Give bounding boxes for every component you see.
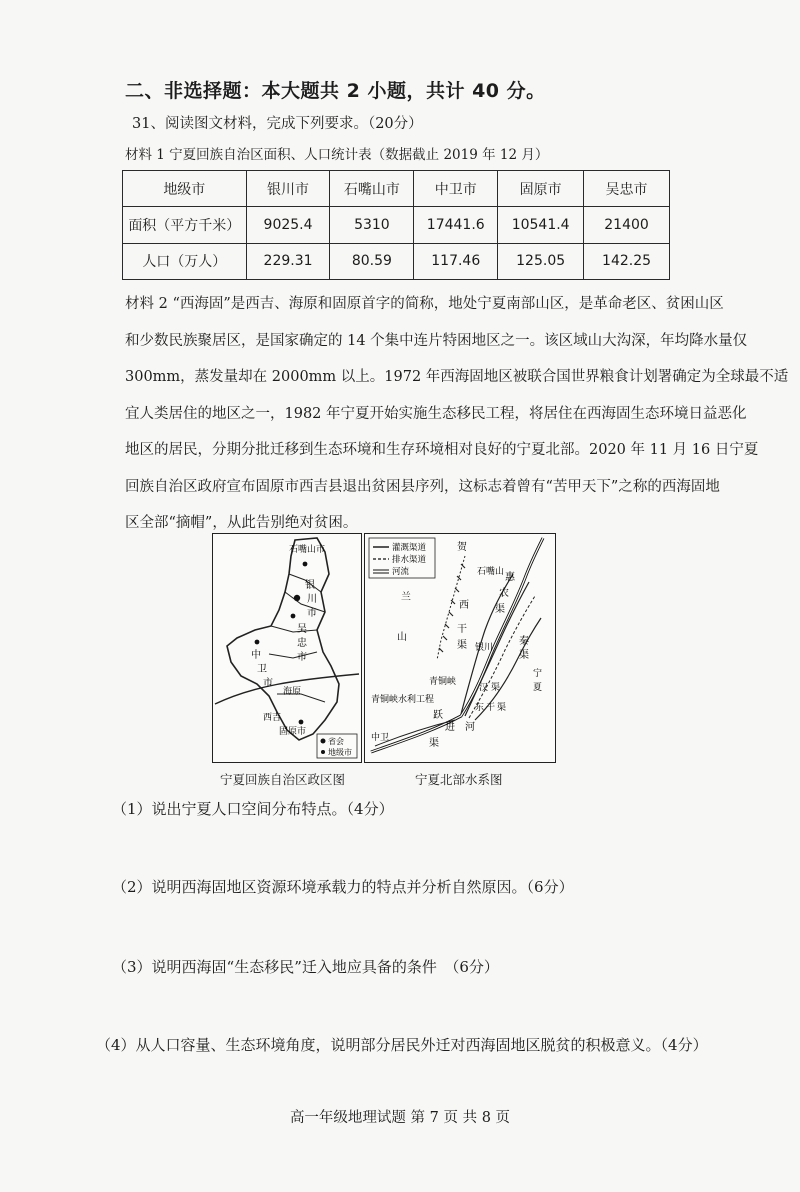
province-outline	[227, 538, 339, 740]
table-cell: 21400	[584, 207, 670, 243]
table-header-row	[123, 171, 670, 207]
question-2: （2）说明西海固地区资源环境承载力的特点并分析自然原因。（6分）	[112, 878, 574, 896]
table-header-cell: 银川市	[246, 171, 330, 207]
material2-line: 300mm，蒸发量却在 2000mm 以上。1972 年西海固地区被联合国世界粮食计划署确定为全球最不适	[125, 369, 789, 385]
map-label: 中卫	[371, 733, 390, 743]
map-label: 干	[486, 703, 496, 713]
city-boundary	[269, 652, 317, 658]
section-heading: 二、非选择题：本大题共 2 小题，共计 40 分。	[125, 80, 546, 102]
table-header-cell: 石嘴山市	[330, 171, 414, 207]
legend-label: 排水渠道	[392, 555, 427, 565]
map-label: 夏	[533, 683, 543, 693]
stats-table	[122, 170, 670, 280]
map-label: 山	[397, 632, 407, 643]
table-cell: 229.31	[246, 243, 330, 279]
capital-marker	[294, 595, 300, 601]
page-footer: 高一年级地理试题 第 7 页 共 8 页	[289, 1110, 511, 1126]
map-label: 兰	[401, 592, 411, 603]
water-map-svg	[365, 534, 555, 762]
question-4: （4）从人口容量、生态环境角度，说明部分居民外迁对西海固地区脱贫的积极意义。（4分）	[96, 1036, 708, 1054]
table-header-cell: 地级市	[123, 171, 247, 207]
table-header-cell: 吴忠市	[584, 171, 670, 207]
map-label: 青铜峡	[429, 677, 457, 687]
material2-line: 回族自治区政府宣布固原市西吉县退出贫困县序列，这标志着曾有“苦甲天下”之称的西海固地	[125, 478, 720, 495]
map-label: 忠	[297, 638, 307, 649]
legend-label: 河流	[392, 567, 410, 577]
table-header-cell: 固原市	[498, 171, 584, 207]
map-label: 渠	[519, 650, 529, 661]
ningxia-admin-map	[212, 533, 362, 763]
map-label: 渠	[491, 683, 501, 693]
table-header-cell: 中卫市	[414, 171, 498, 207]
question-intro: 31、阅读图文材料，完成下列要求。（20分）	[132, 116, 423, 132]
map-label: 进	[445, 722, 455, 733]
table-cell: 117.46	[414, 243, 498, 279]
map-label: 市	[307, 608, 317, 619]
map-label: 西	[459, 600, 469, 611]
material1-title: 材料 1 宁夏回族自治区面积、人口统计表（数据截止 2019 年 12 月）	[125, 147, 549, 163]
map-label: 固原市	[279, 727, 307, 737]
material2-line: 和少数民族聚居区，是国家确定的 14 个集中连片特困地区之一。该区域山大沟深，年均降水量仅	[125, 332, 748, 349]
table-cell: 9025.4	[246, 207, 330, 243]
map-label: 跃	[433, 710, 443, 721]
map-label: 农	[499, 588, 509, 599]
city-boundary	[285, 592, 325, 612]
map-label: 渠	[497, 703, 507, 713]
map-label: 东	[475, 703, 485, 713]
material2-line: 宜人类居住的地区之一，1982 年宁夏开始实施生态移民工程，将居住在西海固生态环境日益恶化	[125, 405, 747, 422]
map-label: 卫	[257, 664, 267, 675]
question-3: （3）说明西海固“生态移民”迁入地应具备的条件 （6分）	[112, 958, 499, 976]
table-cell: 80.59	[330, 243, 414, 279]
legend-capital-marker	[321, 739, 326, 744]
map1-caption: 宁夏回族自治区政区图	[220, 772, 346, 787]
map-label: 银川	[475, 643, 494, 653]
city-marker	[255, 640, 260, 645]
material2-line: 地区的居民，分期分批迁移到生态环境和生存环境相对良好的宁夏北部。2020 年 11 月 16 日宁夏	[125, 442, 759, 458]
table-cell: 17441.6	[414, 207, 498, 243]
map-label: 渠	[495, 604, 505, 615]
map-label: 青铜峡水利工程	[371, 695, 435, 705]
map-label: 吴	[297, 624, 307, 635]
question-1: （1）说出宁夏人口空间分布特点。（4分）	[112, 800, 394, 818]
city-marker	[303, 562, 308, 567]
legend-label: 地级市	[328, 748, 352, 757]
map-label: 川	[307, 594, 317, 605]
table-cell: 125.05	[498, 243, 584, 279]
table-cell: 5310	[330, 207, 414, 243]
city-boundary	[271, 626, 317, 632]
admin-map-svg	[213, 534, 361, 762]
ningxia-water-map	[364, 533, 556, 763]
map-label: 市	[263, 678, 273, 689]
table-cell: 面积（平方千米）	[123, 207, 247, 243]
map-label: 干	[457, 624, 467, 635]
map-label: 贺	[457, 542, 467, 553]
legend-city-marker	[321, 750, 325, 754]
map-label: 渠	[429, 738, 439, 749]
map-label: 石嘴山	[477, 567, 505, 577]
table-row	[123, 243, 670, 279]
map-label: 中	[251, 650, 261, 661]
map-label: 银	[305, 580, 315, 591]
map-label: 河	[465, 722, 475, 733]
map-label: 石嘴山市	[289, 545, 326, 555]
map-label: 宁	[533, 669, 543, 679]
map2-caption: 宁夏北部水系图	[415, 772, 503, 787]
map-label: 市	[297, 652, 307, 663]
table-row	[123, 207, 670, 243]
map-label: 秦	[519, 636, 529, 647]
map-label: 汉	[479, 683, 489, 693]
city-marker	[299, 720, 304, 725]
material2-line: 区全部“摘帽”，从此告别绝对贫困。	[125, 515, 358, 531]
city-marker	[291, 614, 296, 619]
map-label: 西吉	[263, 713, 282, 723]
map-label: 海原	[283, 687, 302, 697]
material2-line: 材料 2 “西海固”是西吉、海原和固原首字的简称，地处宁夏南部山区，是革命老区、贫困山区	[125, 296, 724, 312]
legend-label: 省会	[328, 737, 344, 746]
legend-label: 灌溉渠道	[392, 543, 427, 553]
map-label: 渠	[457, 640, 467, 651]
material2-paragraph	[125, 286, 789, 542]
table-cell: 10541.4	[498, 207, 584, 243]
map-label: 惠	[505, 572, 515, 583]
table-cell: 142.25	[584, 243, 670, 279]
table-cell: 人口（万人）	[123, 243, 247, 279]
